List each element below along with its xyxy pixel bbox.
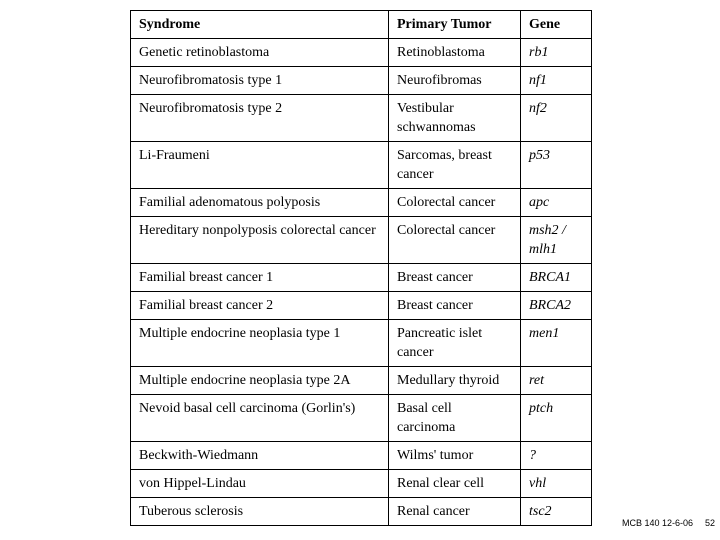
syndrome-cell: Familial breast cancer 1 xyxy=(131,264,389,292)
primary-tumor-cell: Sarcomas, breast cancer xyxy=(389,142,521,189)
gene-cell: nf2 xyxy=(521,95,592,142)
gene-cell: BRCA2 xyxy=(521,292,592,320)
table-row xyxy=(131,95,592,142)
table-row xyxy=(131,142,592,189)
gene-cell: nf1 xyxy=(521,67,592,95)
syndrome-cell: Neurofibromatosis type 1 xyxy=(131,67,389,95)
header-primary-tumor: Primary Tumor xyxy=(389,11,521,39)
primary-tumor-cell: Renal cancer xyxy=(389,498,521,526)
table-row xyxy=(131,217,592,264)
gene-cell: ? xyxy=(521,442,592,470)
table-row xyxy=(131,498,592,526)
course-label: MCB 140 12-6-06 xyxy=(622,518,694,528)
syndrome-cell: Familial breast cancer 2 xyxy=(131,292,389,320)
primary-tumor-cell: Basal cell carcinoma xyxy=(389,395,521,442)
gene-cell: ret xyxy=(521,367,592,395)
gene-cell: p53 xyxy=(521,142,592,189)
primary-tumor-cell: Renal clear cell xyxy=(389,470,521,498)
primary-tumor-cell: Colorectal cancer xyxy=(389,189,521,217)
table-row xyxy=(131,442,592,470)
syndrome-cell: von Hippel-Lindau xyxy=(131,470,389,498)
syndrome-cell: Tuberous sclerosis xyxy=(131,498,389,526)
gene-cell: ptch xyxy=(521,395,592,442)
table-row xyxy=(131,264,592,292)
syndrome-cell: Hereditary nonpolyposis colorectal cancer xyxy=(131,217,389,264)
header-syndrome: Syndrome xyxy=(131,11,389,39)
table-row xyxy=(131,470,592,498)
primary-tumor-cell: Neurofibromas xyxy=(389,67,521,95)
table-body xyxy=(131,39,592,526)
table-row xyxy=(131,395,592,442)
gene-cell: men1 xyxy=(521,320,592,367)
primary-tumor-cell: Vestibular schwannomas xyxy=(389,95,521,142)
syndrome-cell: Familial adenomatous polyposis xyxy=(131,189,389,217)
table-row xyxy=(131,39,592,67)
primary-tumor-cell: Colorectal cancer xyxy=(389,217,521,264)
syndrome-cell: Multiple endocrine neoplasia type 2A xyxy=(131,367,389,395)
syndrome-cell: Beckwith-Wiedmann xyxy=(131,442,389,470)
header-gene: Gene xyxy=(521,11,592,39)
primary-tumor-cell: Retinoblastoma xyxy=(389,39,521,67)
primary-tumor-cell: Pancreatic islet cancer xyxy=(389,320,521,367)
table-row xyxy=(131,292,592,320)
table-header-row xyxy=(131,11,592,39)
syndrome-cell: Genetic retinoblastoma xyxy=(131,39,389,67)
gene-cell: BRCA1 xyxy=(521,264,592,292)
gene-cell: vhl xyxy=(521,470,592,498)
table-row xyxy=(131,67,592,95)
gene-cell: rb1 xyxy=(521,39,592,67)
gene-cell: tsc2 xyxy=(521,498,592,526)
syndrome-tumor-gene-table xyxy=(130,10,592,526)
gene-cell: msh2 / mlh1 xyxy=(521,217,592,264)
primary-tumor-cell: Medullary thyroid xyxy=(389,367,521,395)
syndrome-cell: Li-Fraumeni xyxy=(131,142,389,189)
primary-tumor-cell: Breast cancer xyxy=(389,264,521,292)
table-row xyxy=(131,367,592,395)
table-row xyxy=(131,320,592,367)
syndrome-cell: Nevoid basal cell carcinoma (Gorlin's) xyxy=(131,395,389,442)
syndrome-cell: Multiple endocrine neoplasia type 1 xyxy=(131,320,389,367)
primary-tumor-cell: Breast cancer xyxy=(389,292,521,320)
syndrome-cell: Neurofibromatosis type 2 xyxy=(131,95,389,142)
page-number: 52 xyxy=(705,518,716,528)
primary-tumor-cell: Wilms' tumor xyxy=(389,442,521,470)
slide-footer xyxy=(622,518,715,528)
gene-cell: apc xyxy=(521,189,592,217)
table-row xyxy=(131,189,592,217)
